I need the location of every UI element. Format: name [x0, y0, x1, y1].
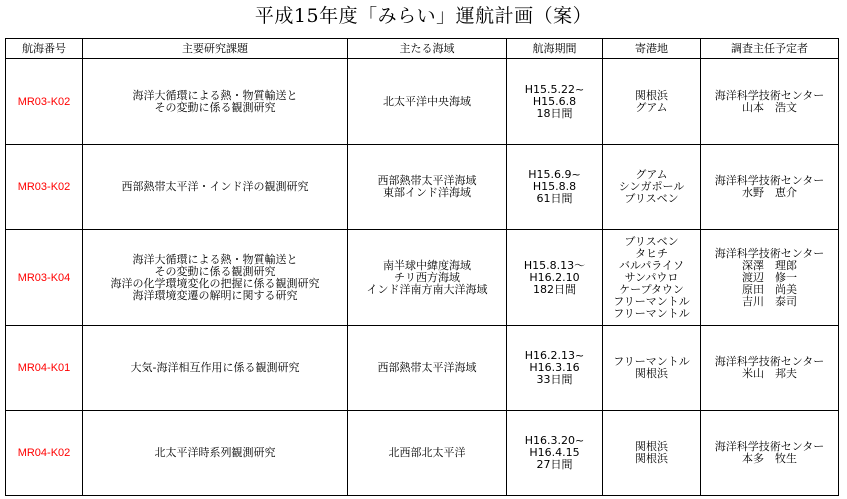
page-title: 平成15年度「みらい」運航計画（案）: [254, 5, 593, 27]
research-topic: 西部熱帯太平洋・インド洋の観測研究: [83, 145, 348, 230]
voyage-period: H15.8.13～ H16.2.10 182日間: [507, 230, 603, 326]
research-topic: 海洋大循環による熱・物質輸送と その変動に係る観測研究: [83, 59, 348, 145]
table-row: [6, 411, 839, 496]
ports-of-call: フリーマントル 関根浜: [603, 326, 701, 411]
ports-of-call: グアム シンガポール ブリスベン: [603, 145, 701, 230]
main-area: 北太平洋中央海域: [348, 59, 507, 145]
voyage-number: MR04-K01: [6, 326, 83, 411]
header-ports: 寄港地: [603, 39, 701, 59]
voyage-period: H16.3.20~ H16.4.15 27日間: [507, 411, 603, 496]
header-research-topic: 主要研究課題: [83, 39, 348, 59]
chief-scientist: 海洋科学技術センター 米山 邦夫: [701, 326, 839, 411]
voyage-number: MR03-K04: [6, 230, 83, 326]
voyage-number: MR03-K02: [6, 145, 83, 230]
ports-of-call: ブリスベン タヒチ バルパライソ サンパウロ ケープタウン フリーマントル フリーマントル: [603, 230, 701, 326]
chief-scientist: 海洋科学技術センター 水野 恵介: [701, 145, 839, 230]
research-topic: 大気-海洋相互作用に係る観測研究: [83, 326, 348, 411]
main-area: 北西部北太平洋: [348, 411, 507, 496]
research-topic: 海洋大循環による熱・物質輸送と その変動に係る観測研究 海洋の化学環境変化の把握に係る観測研究 海洋環境変遷の解明に関する研究: [83, 230, 348, 326]
voyage-period: H15.5.22~ H15.6.8 18日間: [507, 59, 603, 145]
main-area: 西部熱帯太平洋海域 東部インド洋海域: [348, 145, 507, 230]
chief-scientist: 海洋科学技術センター 山本 浩文: [701, 59, 839, 145]
table-row: [6, 326, 839, 411]
research-topic: 北太平洋時系列観測研究: [83, 411, 348, 496]
table-row: [6, 145, 839, 230]
table-header-row: [6, 39, 839, 59]
voyage-number: MR03-K02: [6, 59, 83, 145]
main-area: 南半球中緯度海域 チリ西方海域 インド洋南方南大洋海域: [348, 230, 507, 326]
ports-of-call: 関根浜 関根浜: [603, 411, 701, 496]
chief-scientist: 海洋科学技術センター 深澤 理郎 渡辺 修一 原田 尚美 吉川 泰司: [701, 230, 839, 326]
header-main-area: 主たる海域: [348, 39, 507, 59]
main-area: 西部熱帯太平洋海域: [348, 326, 507, 411]
voyage-plan-table: [5, 38, 839, 496]
header-chief-scientist: 調査主任予定者: [701, 39, 839, 59]
header-period: 航海期間: [507, 39, 603, 59]
ports-of-call: 関根浜 グアム: [603, 59, 701, 145]
voyage-period: H16.2.13~ H16.3.16 33日間: [507, 326, 603, 411]
table-row: [6, 230, 839, 326]
voyage-number: MR04-K02: [6, 411, 83, 496]
header-voyage-number: 航海番号: [6, 39, 83, 59]
voyage-period: H15.6.9~ H15.8.8 61日間: [507, 145, 603, 230]
table-row: [6, 59, 839, 145]
chief-scientist: 海洋科学技術センター 本多 牧生: [701, 411, 839, 496]
